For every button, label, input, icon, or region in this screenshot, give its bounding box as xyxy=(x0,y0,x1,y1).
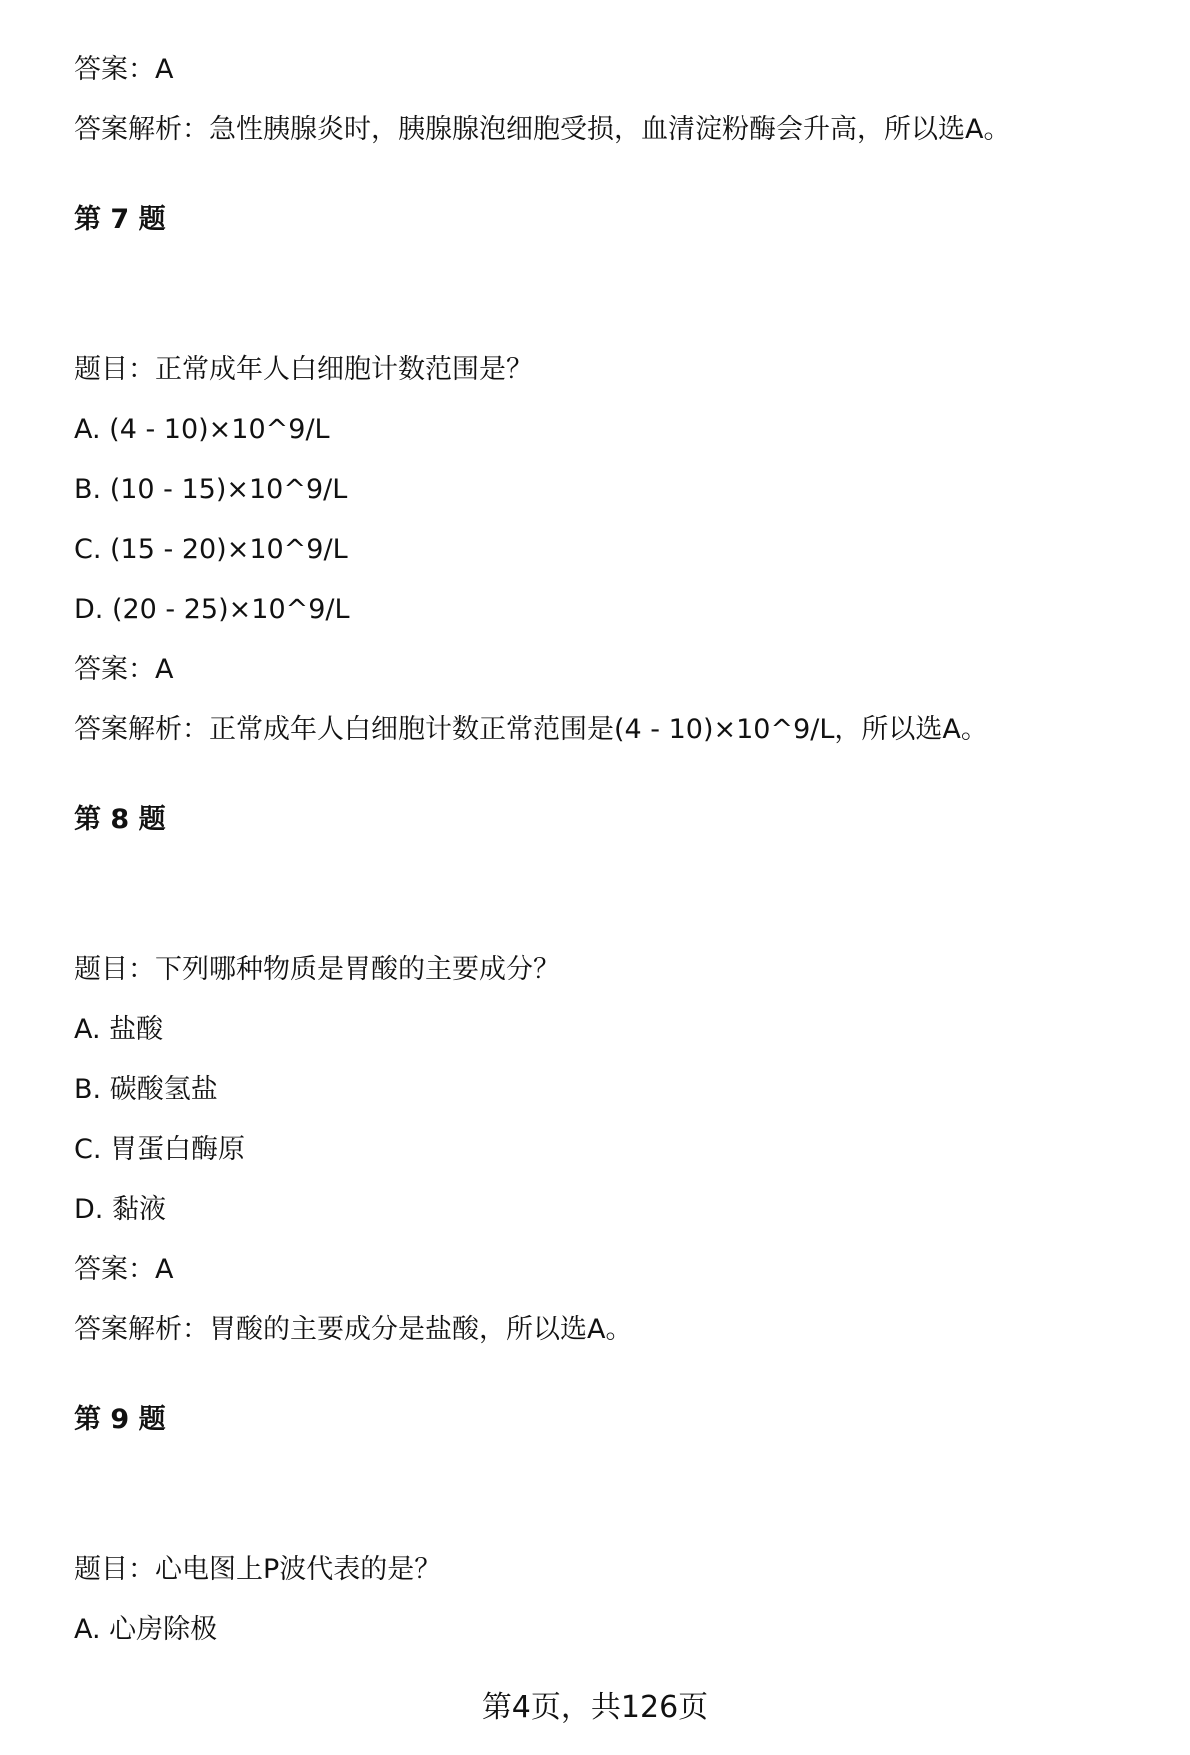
q8-option-a: A. 盐酸 xyxy=(74,1014,164,1045)
q7-explanation: 答案解析：正常成年人白细胞计数正常范围是(4 - 10)×10^9/L，所以选A。 xyxy=(74,714,988,745)
q8-option-d: D. 黏液 xyxy=(74,1194,166,1225)
q6-answer: 答案：A xyxy=(74,54,174,85)
q7-option-d: D. (20 - 25)×10^9/L xyxy=(74,594,350,625)
q7-stem: 题目：正常成年人白细胞计数范围是？ xyxy=(74,354,533,385)
q8-explanation: 答案解析：胃酸的主要成分是盐酸，所以选A。 xyxy=(74,1314,633,1345)
q7-option-c: C. (15 - 20)×10^9/L xyxy=(74,534,348,565)
q8-stem: 题目：下列哪种物质是胃酸的主要成分？ xyxy=(74,954,560,985)
q7-heading: 第 7 题 xyxy=(74,204,166,235)
q8-answer: 答案：A xyxy=(74,1254,174,1285)
q6-explanation: 答案解析：急性胰腺炎时，胰腺腺泡细胞受损，血清淀粉酶会升高，所以选A。 xyxy=(74,114,1011,145)
q9-option-a: A. 心房除极 xyxy=(74,1614,218,1645)
q7-option-b: B. (10 - 15)×10^9/L xyxy=(74,474,348,505)
q7-option-a: A. (4 - 10)×10^9/L xyxy=(74,414,330,445)
q8-option-b: B. 碳酸氢盐 xyxy=(74,1074,218,1105)
q8-option-c: C. 胃蛋白酶原 xyxy=(74,1134,246,1165)
q7-answer: 答案：A xyxy=(74,654,174,685)
q9-heading: 第 9 题 xyxy=(74,1404,166,1435)
page-number: 第4页，共126页 xyxy=(481,1690,709,1725)
q8-heading: 第 8 题 xyxy=(74,804,166,835)
q9-stem: 题目：心电图上P波代表的是？ xyxy=(74,1554,442,1585)
